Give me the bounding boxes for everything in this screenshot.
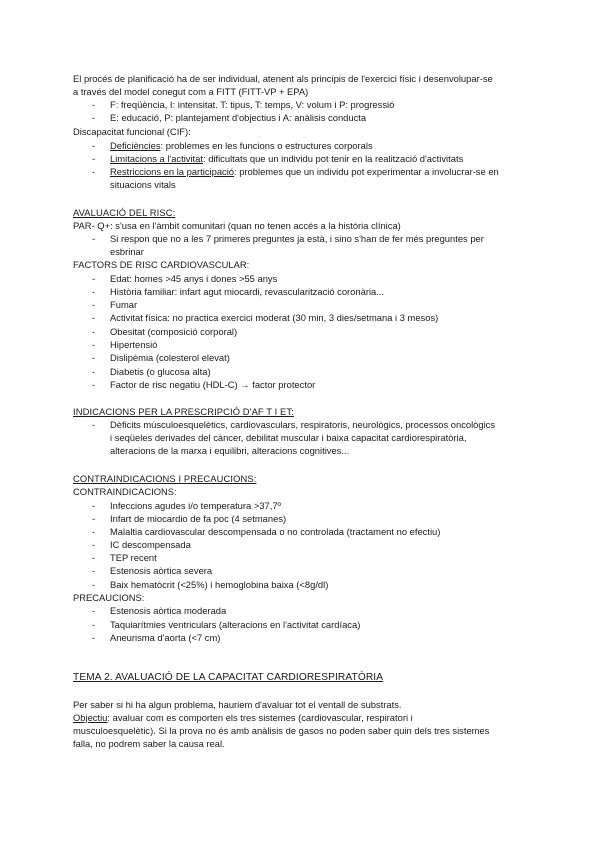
risc-heading: AVALUACIÓ DEL RISC: <box>73 207 176 218</box>
cif-item-3 <box>110 166 499 178</box>
bullet-dash: - <box>92 153 96 164</box>
factor-item: Factor de risc negatiu (HDL-C) → factor protector <box>110 379 316 390</box>
tema2-paragraph-line: musculoesquelètic). Si la prova no és amb anàlisis de gasos no poden saber quin dels tres sistemes <box>73 725 490 736</box>
bullet-dash: - <box>92 166 96 177</box>
bullet-dash: - <box>92 419 96 430</box>
contra-item: TEP recent <box>110 552 157 563</box>
bullet-dash: - <box>92 233 96 244</box>
bullet-dash: - <box>92 379 96 390</box>
bullet-dash: - <box>92 286 96 297</box>
bullet-dash: - <box>92 619 96 630</box>
intro-line-1: El procés de planificació ha de ser individual, atenent als principis de l'exercici físic i desenvolupar-se <box>73 73 493 84</box>
bullet-dash: - <box>92 299 96 310</box>
contra-item: Estenosis aòrtica severa <box>110 565 213 576</box>
prec-item: Estenosis aòrtica moderada <box>110 605 227 616</box>
bullet-dash: - <box>92 366 96 377</box>
cif-term: Limitacions a l'activitat <box>110 153 203 164</box>
factor-item: Activitat física: no practica exercici moderat (30 min, 3 dies/setmana i 3 mesos) <box>110 312 439 323</box>
contra-heading: CONTRAINDICACIONS I PRECAUCIONS: <box>73 473 257 484</box>
bullet-dash: - <box>92 99 96 110</box>
factor-item: Dislipèmia (colesterol elevat) <box>110 352 230 363</box>
bullet-dash: - <box>92 605 96 616</box>
contra-item: IC descompensada <box>110 539 191 550</box>
bullet-dash: - <box>92 352 96 363</box>
intro-line-2: a través del model conegut com a FITT (FITT-VP + EPA) <box>73 86 309 97</box>
bullet-dash: - <box>92 112 96 123</box>
bullet-dash: - <box>92 552 96 563</box>
cif-term: Restriccions en la participació <box>110 166 235 177</box>
indicacions-line: Dèficits músculoesquelètics, cardiovasculars, respiratoris, neurològics, processos oncològics <box>110 419 496 430</box>
factor-item: Edat: homes >45 anys i dones >55 anys <box>110 273 278 284</box>
contra-item: Infart de miocardio de fa poc (4 setmanes) <box>110 513 287 524</box>
contra-item: Malaltia cardiovascular descompensada o no controlada (tractament no efectiu) <box>110 526 441 537</box>
factor-item: Obesitat (composició corporal) <box>110 326 238 337</box>
contra-item: Infeccions agudes i/o temperatura >37,7º <box>110 500 281 511</box>
cif-text: : dificultats que un individu pot tenir en la realització d'activitats <box>202 153 464 164</box>
prec-item: Aneurisma d'aorta (<7 cm) <box>110 632 221 643</box>
bullet-dash: - <box>92 513 96 524</box>
indicacions-line: i seqüeles derivades del càncer, debilitat muscular i baixa capacitat cardiorespiratòria, <box>110 432 467 443</box>
bullet-dash: - <box>92 326 96 337</box>
bullet-dash: - <box>92 579 96 590</box>
indicacions-heading: INDICACIONS PER LA PRESCRIPCIÓ D'AF T I ET: <box>73 406 294 417</box>
cif-text: : problemes en les funcions o estructures corporals <box>160 140 373 151</box>
cif-title: Discapacitat funcional (CIF): <box>73 126 191 137</box>
bullet-dash: - <box>92 632 96 643</box>
bullet-dash: - <box>92 500 96 511</box>
factor-item: Història familiar: infart agut miocardi, revascularització coronària... <box>110 286 385 297</box>
parq-bullet-continuation: esbrinar <box>110 246 144 257</box>
parq-bullet: Si respon que no a les 7 primeres preguntes ja està, i sino s'han de fer més preguntes per <box>110 233 484 244</box>
bullet-dash: - <box>92 526 96 537</box>
bullet-dash: - <box>92 339 96 350</box>
objectiu-label: Objectiu <box>73 712 108 723</box>
objectiu-text: : avaluar com es comporten els tres sistemes (cardiovascular, respiratori i <box>107 712 413 723</box>
indicacions-line: alteracions de la marxa i equilibri, alteracions cognitives... <box>110 445 350 456</box>
bullet-dash: - <box>92 565 96 576</box>
contraindicacions-subtitle: CONTRAINDICACIONS: <box>73 486 177 497</box>
cif-item-3-continuation: situacions vitals <box>110 179 176 190</box>
cif-item-2 <box>110 153 463 165</box>
bullet-dash: - <box>92 140 96 151</box>
contra-item: Baix hematòcrit (<25%) i hemoglobina baixa (<8g/dl) <box>110 579 329 590</box>
precaucions-subtitle: PRECAUCIONS: <box>73 592 145 603</box>
factor-item: Fumar <box>110 299 138 310</box>
cif-item-1 <box>110 140 373 152</box>
cif-term: Deficiències <box>110 140 161 151</box>
cif-text: : problemes que un individu pot experimentar a involucrar-se en <box>234 166 499 177</box>
factors-title: FACTORS DE RISC CARDIOVASCULAR: <box>73 259 250 270</box>
tema2-heading: TEMA 2. AVALUACIÓ DE LA CAPACITAT CARDIORESPIRATÒRIA <box>73 672 384 683</box>
tema2-paragraph-line: Per saber si hi ha algun problema, hauriem d'avaluar tot el ventall de substrats. <box>73 699 402 710</box>
bullet-dash: - <box>92 273 96 284</box>
bullet-dash: - <box>92 312 96 323</box>
tema2-paragraph-line: falla, no podrem saber la causa real. <box>73 738 225 749</box>
fitt-bullet-2: E: educació, P: plantejament d'objectius i A: anàlisis conducta <box>110 112 367 123</box>
factor-item: Hipertensió <box>110 339 158 350</box>
fitt-bullet-1: F: freqüència, I: intensitat. T: tipus, T: temps, V: volum i P: progressió <box>110 99 395 110</box>
prec-item: Taquiarítmies ventriculars (alteracions en l'activitat cardíaca) <box>110 619 361 630</box>
objectiu-line <box>73 712 413 724</box>
parq-line: PAR- Q+: s'usa en l'àmbit comunitari (quan no tenen accés a la història clínica) <box>73 220 401 231</box>
bullet-dash: - <box>92 539 96 550</box>
factor-item: Diabetis (o glucosa alta) <box>110 366 211 377</box>
